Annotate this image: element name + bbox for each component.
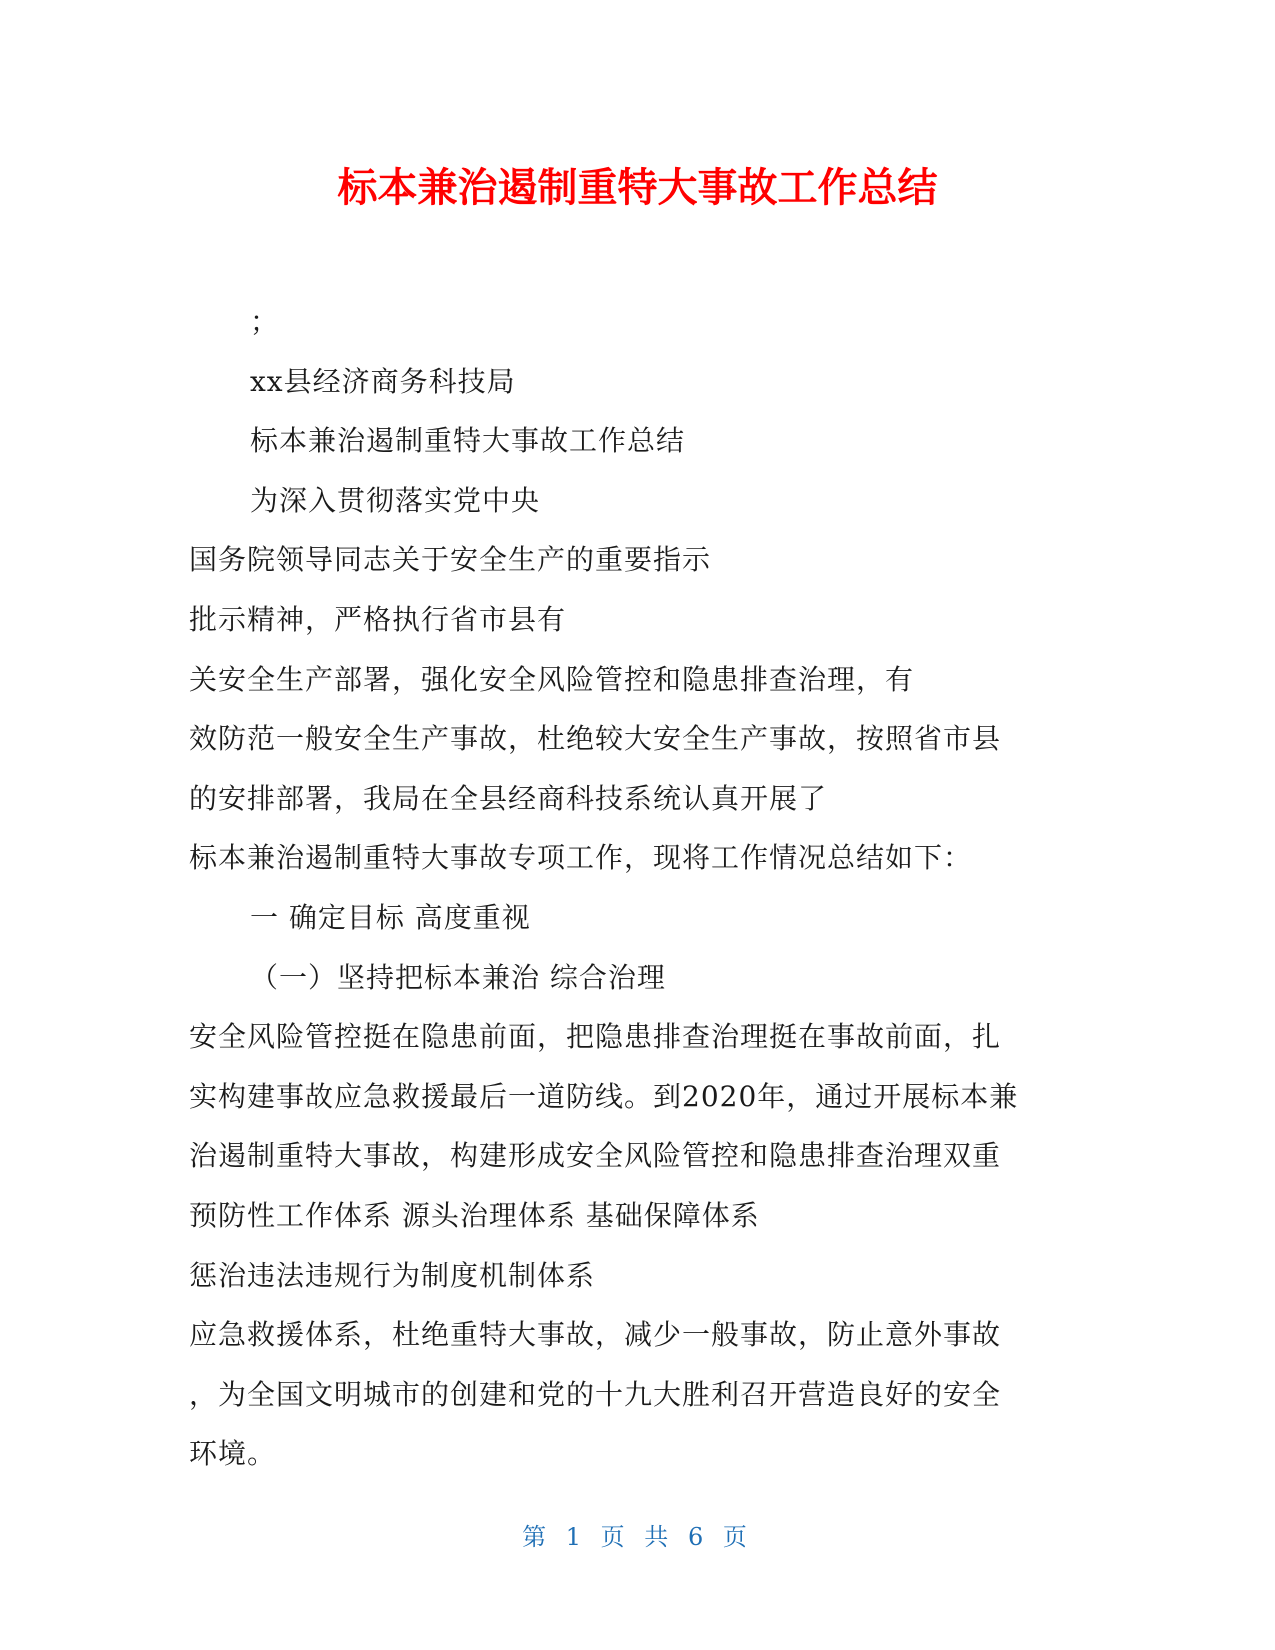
subsection-heading: （一）坚持把标本兼治 综合治理 xyxy=(250,960,666,994)
body-line: 预防性工作体系 源头治理体系 基础保障体系 xyxy=(189,1198,760,1232)
body-line: 实构建事故应急救援最后一道防线。到2020年，通过开展标本兼 xyxy=(189,1079,1019,1113)
body-line: xx县经济商务科技局 xyxy=(250,364,516,398)
section-heading: 一 确定目标 高度重视 xyxy=(250,900,531,934)
body-line: 效防范一般安全生产事故，杜绝较大安全生产事故，按照省市县 xyxy=(189,722,1002,756)
page-number-footer: 第 1 页 共 6 页 xyxy=(522,1523,753,1551)
body-line: ，为全国文明城市的创建和党的十九大胜利召开营造良好的安全 xyxy=(189,1377,1002,1411)
body-line: 治遏制重特大事故，构建形成安全风险管控和隐患排查治理双重 xyxy=(189,1139,1002,1173)
document-body xyxy=(189,292,1069,1484)
body-line: 关安全生产部署，强化安全风险管控和隐患排查治理，有 xyxy=(189,662,915,696)
body-line: ； xyxy=(250,305,280,338)
body-line: 应急救援体系，杜绝重特大事故，减少一般事故，防止意外事故 xyxy=(189,1318,1002,1352)
body-line: 的安排部署，我局在全县经商科技系统认真开展了 xyxy=(189,781,828,815)
body-line: 为深入贯彻落实党中央 xyxy=(250,483,541,517)
body-line: 国务院领导同志关于安全生产的重要指示 xyxy=(189,543,712,577)
body-line: 惩治违法违规行为制度机制体系 xyxy=(189,1258,596,1292)
body-line: 批示精神，严格执行省市县有 xyxy=(189,602,567,636)
body-line: 标本兼治遏制重特大事故专项工作，现将工作情况总结如下： xyxy=(189,841,973,875)
body-line: 安全风险管控挺在隐患前面，把隐患排查治理挺在事故前面，扎 xyxy=(189,1020,1002,1054)
document-title: 标本兼治遏制重特大事故工作总结 xyxy=(337,165,938,211)
body-line: 标本兼治遏制重特大事故工作总结 xyxy=(250,424,686,458)
body-line: 环境。 xyxy=(189,1437,277,1471)
